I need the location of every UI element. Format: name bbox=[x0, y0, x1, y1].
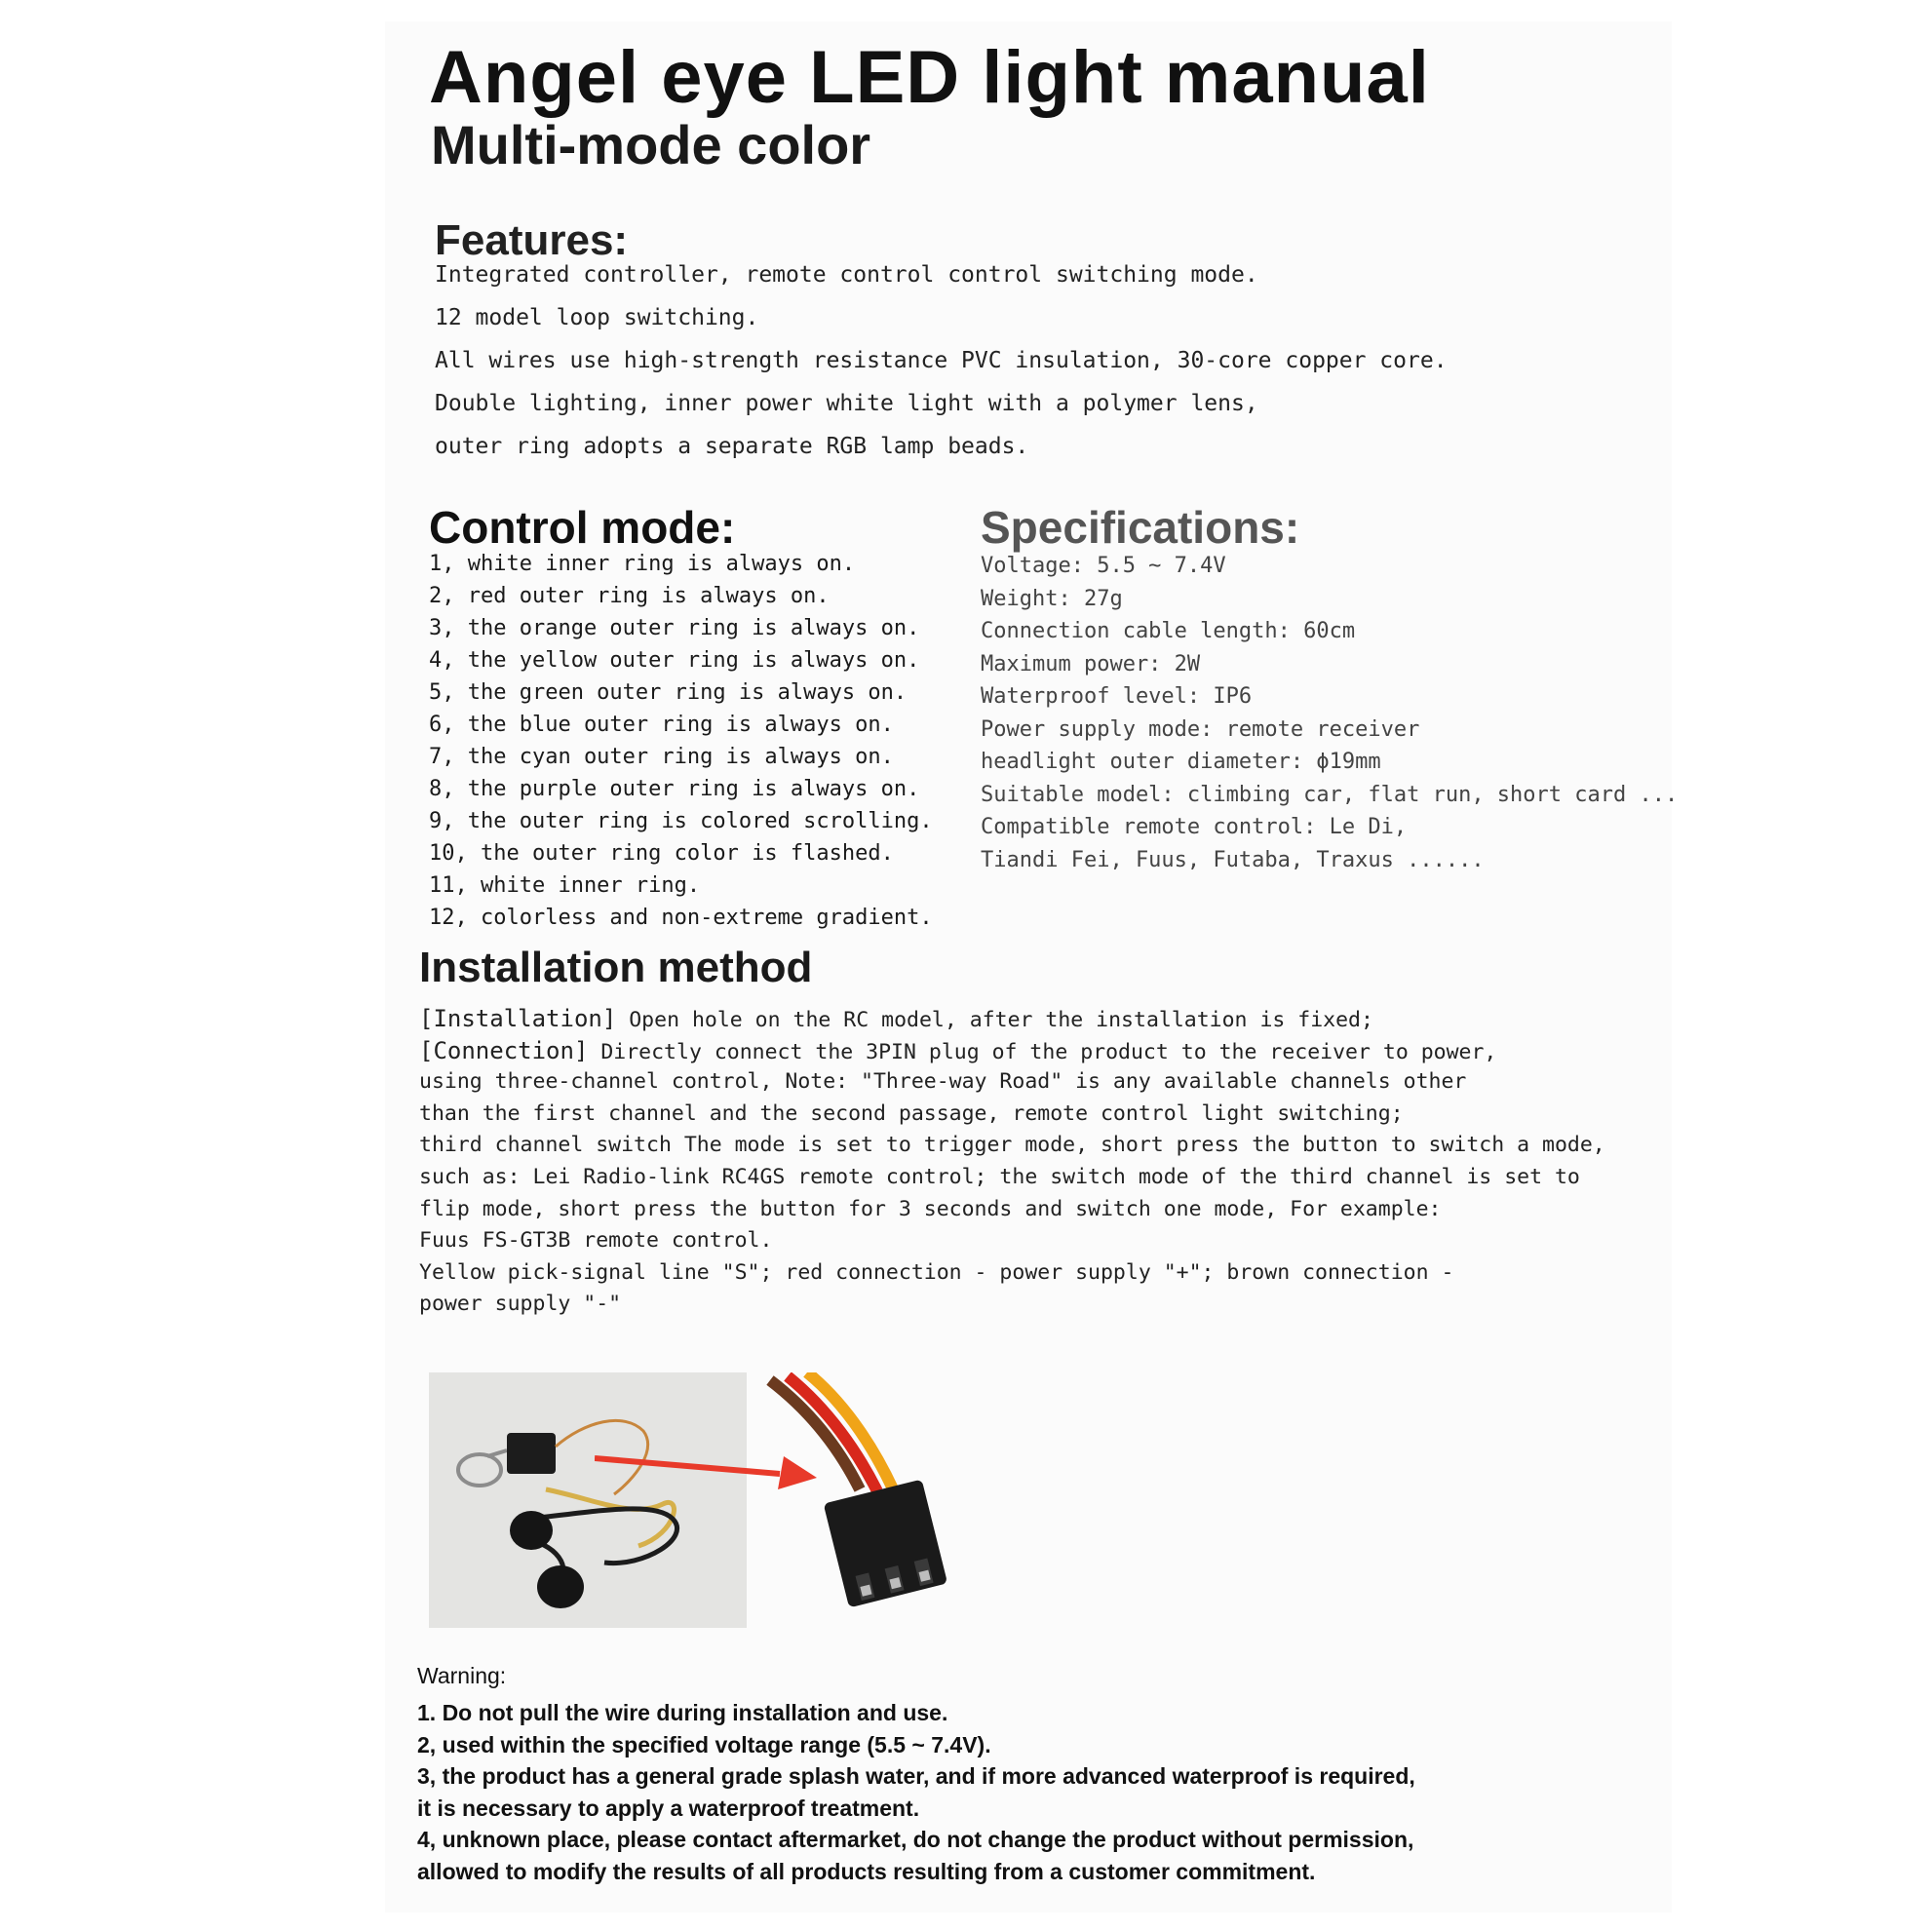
features-list bbox=[435, 261, 1448, 476]
control-mode-item: 1, white inner ring is always on. bbox=[429, 552, 856, 576]
installation-line: Yellow pick-signal line "S"; red connection - power supply "+"; brown connection - bbox=[419, 1259, 1454, 1285]
installation-text bbox=[419, 1004, 1605, 1322]
page-subtitle: Multi-mode color bbox=[431, 114, 871, 175]
installation-line-text: Open hole on the RC model, after the installation is fixed; bbox=[616, 1008, 1373, 1032]
control-mode-item: 12, colorless and non-extreme gradient. bbox=[429, 906, 933, 930]
warning-item: allowed to modify the results of all products resulting from a customer commitment. bbox=[417, 1858, 1316, 1884]
spec-item: Maximum power: 2W bbox=[981, 651, 1201, 676]
control-mode-heading: Control mode: bbox=[429, 502, 736, 553]
3pin-connector-illustration bbox=[753, 1372, 1027, 1628]
installation-line: than the first channel and the second passage, remote control light switching; bbox=[419, 1101, 1404, 1126]
installation-line: using three-channel control, Note: "Three-way Road" is any available channels other bbox=[419, 1069, 1467, 1095]
warning-item: 1. Do not pull the wire during installation and use. bbox=[417, 1700, 948, 1725]
control-mode-item: 6, the blue outer ring is always on. bbox=[429, 713, 894, 737]
specifications-heading: Specifications: bbox=[981, 502, 1300, 553]
control-mode-item: 3, the orange outer ring is always on. bbox=[429, 616, 920, 640]
spec-item: Power supply mode: remote receiver bbox=[981, 716, 1420, 742]
control-mode-item: 8, the purple outer ring is always on. bbox=[429, 777, 920, 801]
control-mode-list bbox=[429, 550, 933, 936]
control-mode-item: 5, the green outer ring is always on. bbox=[429, 680, 908, 705]
feature-line: All wires use high-strength resistance PVC insulation, 30-core copper core. bbox=[435, 348, 1448, 373]
specifications-list bbox=[981, 552, 1678, 878]
installation-tag: [Installation] bbox=[419, 1005, 617, 1032]
spec-item: Tiandi Fei, Fuus, Futaba, Traxus ...... bbox=[981, 847, 1485, 872]
warning-item: it is necessary to apply a waterproof treatment. bbox=[417, 1795, 920, 1821]
installation-line: third channel switch The mode is set to trigger mode, short press the button to switch a mode, bbox=[419, 1133, 1605, 1158]
feature-line: outer ring adopts a separate RGB lamp beads. bbox=[435, 434, 1029, 459]
installation-line: Fuus FS-GT3B remote control. bbox=[419, 1228, 773, 1254]
installation-heading: Installation method bbox=[419, 944, 813, 991]
connection-line-text: Directly connect the 3PIN plug of the product to the receiver to power, bbox=[588, 1039, 1497, 1064]
arrow-icon bbox=[595, 1450, 819, 1489]
installation-line bbox=[419, 1004, 1605, 1036]
feature-line: Integrated controller, remote control control switching mode. bbox=[435, 262, 1258, 288]
spec-item: Waterproof level: IP6 bbox=[981, 684, 1253, 709]
spec-item: Connection cable length: 60cm bbox=[981, 619, 1356, 643]
page-title: Angel eye LED light manual bbox=[429, 36, 1430, 119]
control-mode-item: 11, white inner ring. bbox=[429, 873, 701, 898]
control-mode-item: 7, the cyan outer ring is always on. bbox=[429, 745, 894, 769]
installation-line: such as: Lei Radio-link RC4GS remote control; the switch mode of the third channel is set to bbox=[419, 1164, 1580, 1189]
spec-item: Voltage: 5.5 ~ 7.4V bbox=[981, 554, 1226, 578]
installation-line: flip mode, short press the button for 3 seconds and switch one mode, For example: bbox=[419, 1196, 1442, 1221]
control-mode-item: 4, the yellow outer ring is always on. bbox=[429, 648, 920, 673]
connection-tag: [Connection] bbox=[419, 1036, 589, 1064]
warning-item: 4, unknown place, please contact aftermarket, do not change the product without permission, bbox=[417, 1827, 1414, 1852]
connector-photo bbox=[753, 1372, 1027, 1628]
warning-item: 3, the product has a general grade splash water, and if more advanced waterproof is required, bbox=[417, 1763, 1415, 1789]
control-mode-item: 2, red outer ring is always on. bbox=[429, 584, 830, 608]
warning-item: 2, used within the specified voltage range (5.5 ~ 7.4V). bbox=[417, 1731, 991, 1757]
feature-line: 12 model loop switching. bbox=[435, 305, 759, 330]
control-mode-item: 9, the outer ring is colored scrolling. bbox=[429, 809, 933, 833]
warning-heading: Warning: bbox=[417, 1663, 507, 1688]
product-photo bbox=[429, 1372, 747, 1628]
warning-list bbox=[417, 1698, 1415, 1888]
connection-line bbox=[419, 1036, 1605, 1068]
led-unit-illustration bbox=[429, 1372, 747, 1628]
installation-line: power supply "-" bbox=[419, 1292, 622, 1317]
control-mode-item: 10, the outer ring color is flashed. bbox=[429, 841, 894, 866]
spec-item: headlight outer diameter: ϕ19mm bbox=[981, 750, 1381, 774]
spec-item: Weight: 27g bbox=[981, 586, 1123, 611]
spec-item: Suitable model: climbing car, flat run, short card ... bbox=[981, 782, 1679, 807]
spec-item: Compatible remote control: Le Di, bbox=[981, 815, 1408, 839]
feature-line: Double lighting, inner power white light with a polymer lens, bbox=[435, 391, 1258, 416]
features-heading: Features: bbox=[435, 216, 629, 264]
